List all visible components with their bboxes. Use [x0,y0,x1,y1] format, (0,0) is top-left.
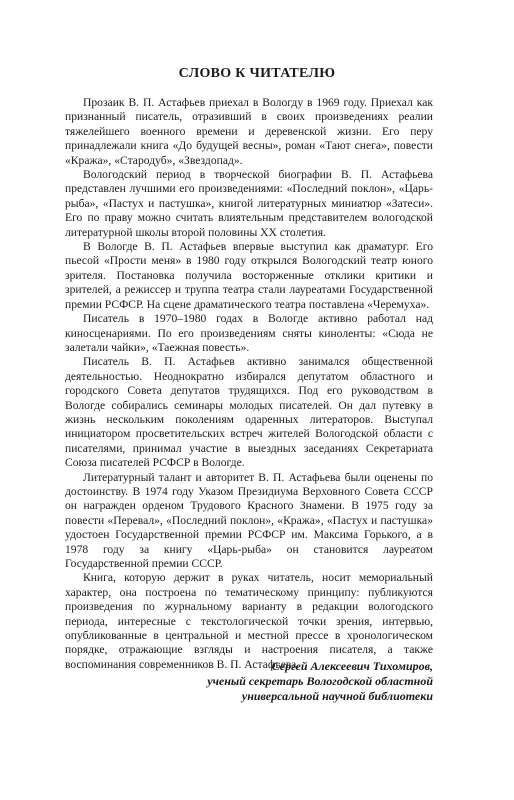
signature-position: ученый секретарь Вологодской областной [207,674,433,688]
paragraph: Вологодский период в творческой биографии В. П. Астафьева представлен лучшими его произведениями: «Последний поклон», «Царь-рыба», «Пастух и пастушка», книгой литературных миниатюр «Затеси». Его по праву можно считать влиятельным представителем вологодской литературной школы второй половины XX столетия. [65,168,433,239]
paragraph: Книга, которую держит в руках читатель, носит мемориальный характер, она построена по тематическому принципу: публикуются произведения по журнальному варианту в редакции вологодского периода, интересные с текстологической точки зрения, интервью, опубликованные в центральной и местной прессе в хронологическом порядке, отражающие взгляды и настроения писателя, а также воспоминания современников В. П. Астафьева. [65,571,433,671]
signature-organization: универсальной научной библиотеки [241,689,433,703]
page-title: СЛОВО К ЧИТАТЕЛЮ [178,66,336,81]
signature-author-name: Сергей Алексеевич Тихомиров, [271,659,433,673]
body-text [65,96,433,672]
paragraph: В Вологде В. П. Астафьев впервые выступил как драматург. Его пьесой «Прости меня» в 1980 году открылся Вологодский театр юного зрителя. Постановка получила восторженные отклики критики и зрителей, а режиссер и труппа театра стали лауреатами Государственной премии РСФСР. На сцене драматического театра поставлена «Черемуха». [65,240,433,311]
paragraph: Литературный талант и авторитет В. П. Астафьева были оценены по достоинству. В 1974 году Указом Президиума Верховного Совета СССР он награжден орденом Трудового Красного Знамени. В 1975 году за повести «Перевал», «Последний поклон», «Кража», «Пастух и пастушка» удостоен Государственной премии РСФСР им. Максима Горького, а в 1978 году за книгу «Царь-рыба» он становится лауреатом Государственной премии СССР. [65,470,433,570]
signature-block [65,659,433,704]
paragraph: Прозаик В. П. Астафьев приехал в Вологду в 1969 году. Приехал как признанный писатель, отразивший в своих произведениях реалии тяжелейшего военного времени и деревенской жизни. Его перу принадлежали книга «До будущей весны», роман «Тают снега», повести «Кража», «Стародуб», «Звездопад». [65,96,433,167]
paragraph: Писатель в 1970–1980 годах в Вологде активно работал над киносценариями. По его произведениям сняты киноленты: «Сюда не залетали чайки», «Таежная повесть». [65,312,433,354]
paragraph: Писатель В. П. Астафьев активно занимался общественной деятельностью. Неоднократно избирался депутатом областного и городского Совета депутатов трудящихся. Под его руководством в Вологде собирались семинары молодых писателей. Он дал путевку в жизнь нескольким поколениям одаренных литераторов. Выступал инициатором просветительских встреч жителей Вологодской области с писателями, принимал участие в выездных заседаниях Секретариата Союза писателей РСФСР в Вологде. [65,355,433,470]
